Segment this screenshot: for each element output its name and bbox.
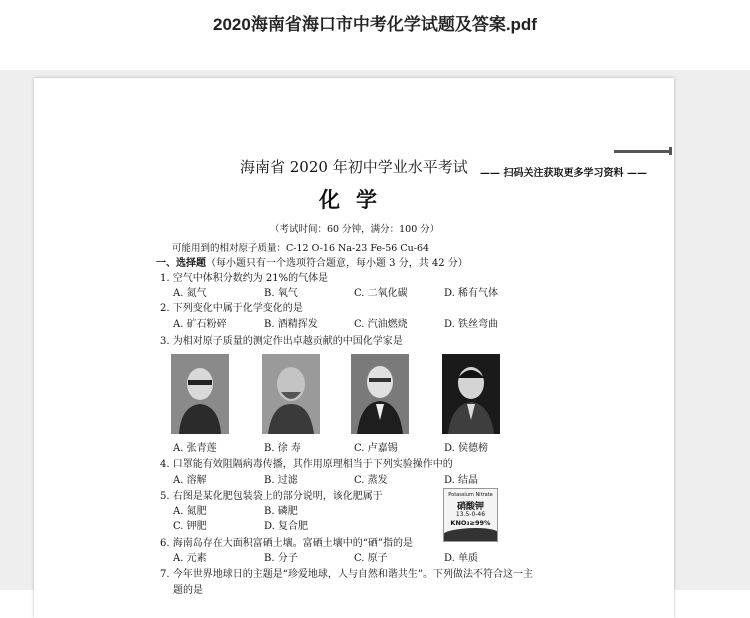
question-stem: 2. 下列变化中属于化学变化的是 xyxy=(160,303,303,314)
option: D. 单质 xyxy=(444,553,479,564)
corner-mark xyxy=(614,150,672,153)
question-stem: 3. 为相对原子质量的测定作出卓越贡献的中国化学家是 xyxy=(160,336,403,347)
question-continuation: 题的是 xyxy=(173,585,203,596)
subject-title: 化学 xyxy=(319,187,393,212)
option: A. 张青莲 xyxy=(173,443,217,454)
exam-title: 海南省 2020 年初中学业水平考试 xyxy=(240,158,468,176)
option: A. 元素 xyxy=(173,553,207,564)
question-stem: 4. 口罩能有效阻隔病毒传播，其作用原理相当于下列实验操作中的 xyxy=(160,459,453,470)
section-heading xyxy=(156,254,468,269)
chemist-portrait xyxy=(442,354,500,434)
fertilizer-ratio: 13.5-0-46 xyxy=(455,511,486,518)
atomic-masses: 可能用到的相对原子质量：C-12 O-16 Na-23 Fe-56 Cu-64 xyxy=(172,243,430,254)
option: D. 稀有气体 xyxy=(444,288,499,299)
title-bar xyxy=(0,0,750,70)
option: B. 分子 xyxy=(264,553,298,564)
fertilizer-name-cn: 硝酸钾 xyxy=(456,502,484,512)
option: A. 溶解 xyxy=(173,475,207,486)
section-title: 一、选择题 xyxy=(156,258,206,269)
option: C. 蒸发 xyxy=(354,475,388,486)
exam-time-info: （考试时间：60 分钟，满分：100 分） xyxy=(270,224,440,235)
option: A. 矿石粉碎 xyxy=(173,319,227,330)
option: C. 钾肥 xyxy=(173,521,207,532)
option: B. 酒精挥发 xyxy=(264,319,318,330)
option: C. 卢嘉锡 xyxy=(354,443,398,454)
pdf-page xyxy=(34,78,674,618)
option: D. 侯德榜 xyxy=(444,443,489,454)
option: C. 原子 xyxy=(354,553,388,564)
chemist-portrait xyxy=(351,354,409,434)
option: B. 磷肥 xyxy=(264,506,298,517)
option: D. 铁丝弯曲 xyxy=(444,319,499,330)
label-wave-decoration xyxy=(443,528,498,541)
section-note: （每小题只有一个选项符合题意，每小题 3 分，共 42 分） xyxy=(206,258,468,269)
question-stem: 6. 海南岛存在大面积富硒土壤。富硒土壤中的“硒”指的是 xyxy=(160,538,413,549)
fertilizer-purity-value: ≥99% xyxy=(469,519,491,527)
question-stem: 7. 今年世界地球日的主题是“珍爱地球，人与自然和谐共生”。下列做法不符合这一主 xyxy=(160,569,533,580)
option: B. 徐 寿 xyxy=(264,443,301,454)
option: D. 复合肥 xyxy=(264,521,309,532)
fertilizer-formula-subscript: 3 xyxy=(466,522,470,527)
option: A. 氮气 xyxy=(173,288,207,299)
fertilizer-formula: KNO xyxy=(450,519,467,527)
fertilizer-purity xyxy=(444,519,497,527)
fertilizer-label-image xyxy=(443,488,498,542)
fertilizer-name-en: Potassium Nitrate xyxy=(448,492,493,498)
option: D. 结晶 xyxy=(444,475,479,486)
option: A. 氮肥 xyxy=(173,506,207,517)
chemist-portrait xyxy=(171,354,229,434)
question-stem: 1. 空气中体积分数约为 21%的气体是 xyxy=(160,273,329,284)
qr-promo-text: —— 扫码关注获取更多学习资料 —— xyxy=(480,168,647,179)
chemist-portrait xyxy=(262,354,320,434)
option: C. 汽油燃烧 xyxy=(354,319,408,330)
option: C. 二氧化碳 xyxy=(354,288,408,299)
option: B. 氧气 xyxy=(264,288,298,299)
file-title: 2020海南省海口市中考化学试题及答案.pdf xyxy=(213,15,537,34)
question-stem: 5. 右图是某化肥包装袋上的部分说明，该化肥属于 xyxy=(160,491,383,502)
option: B. 过滤 xyxy=(264,475,298,486)
